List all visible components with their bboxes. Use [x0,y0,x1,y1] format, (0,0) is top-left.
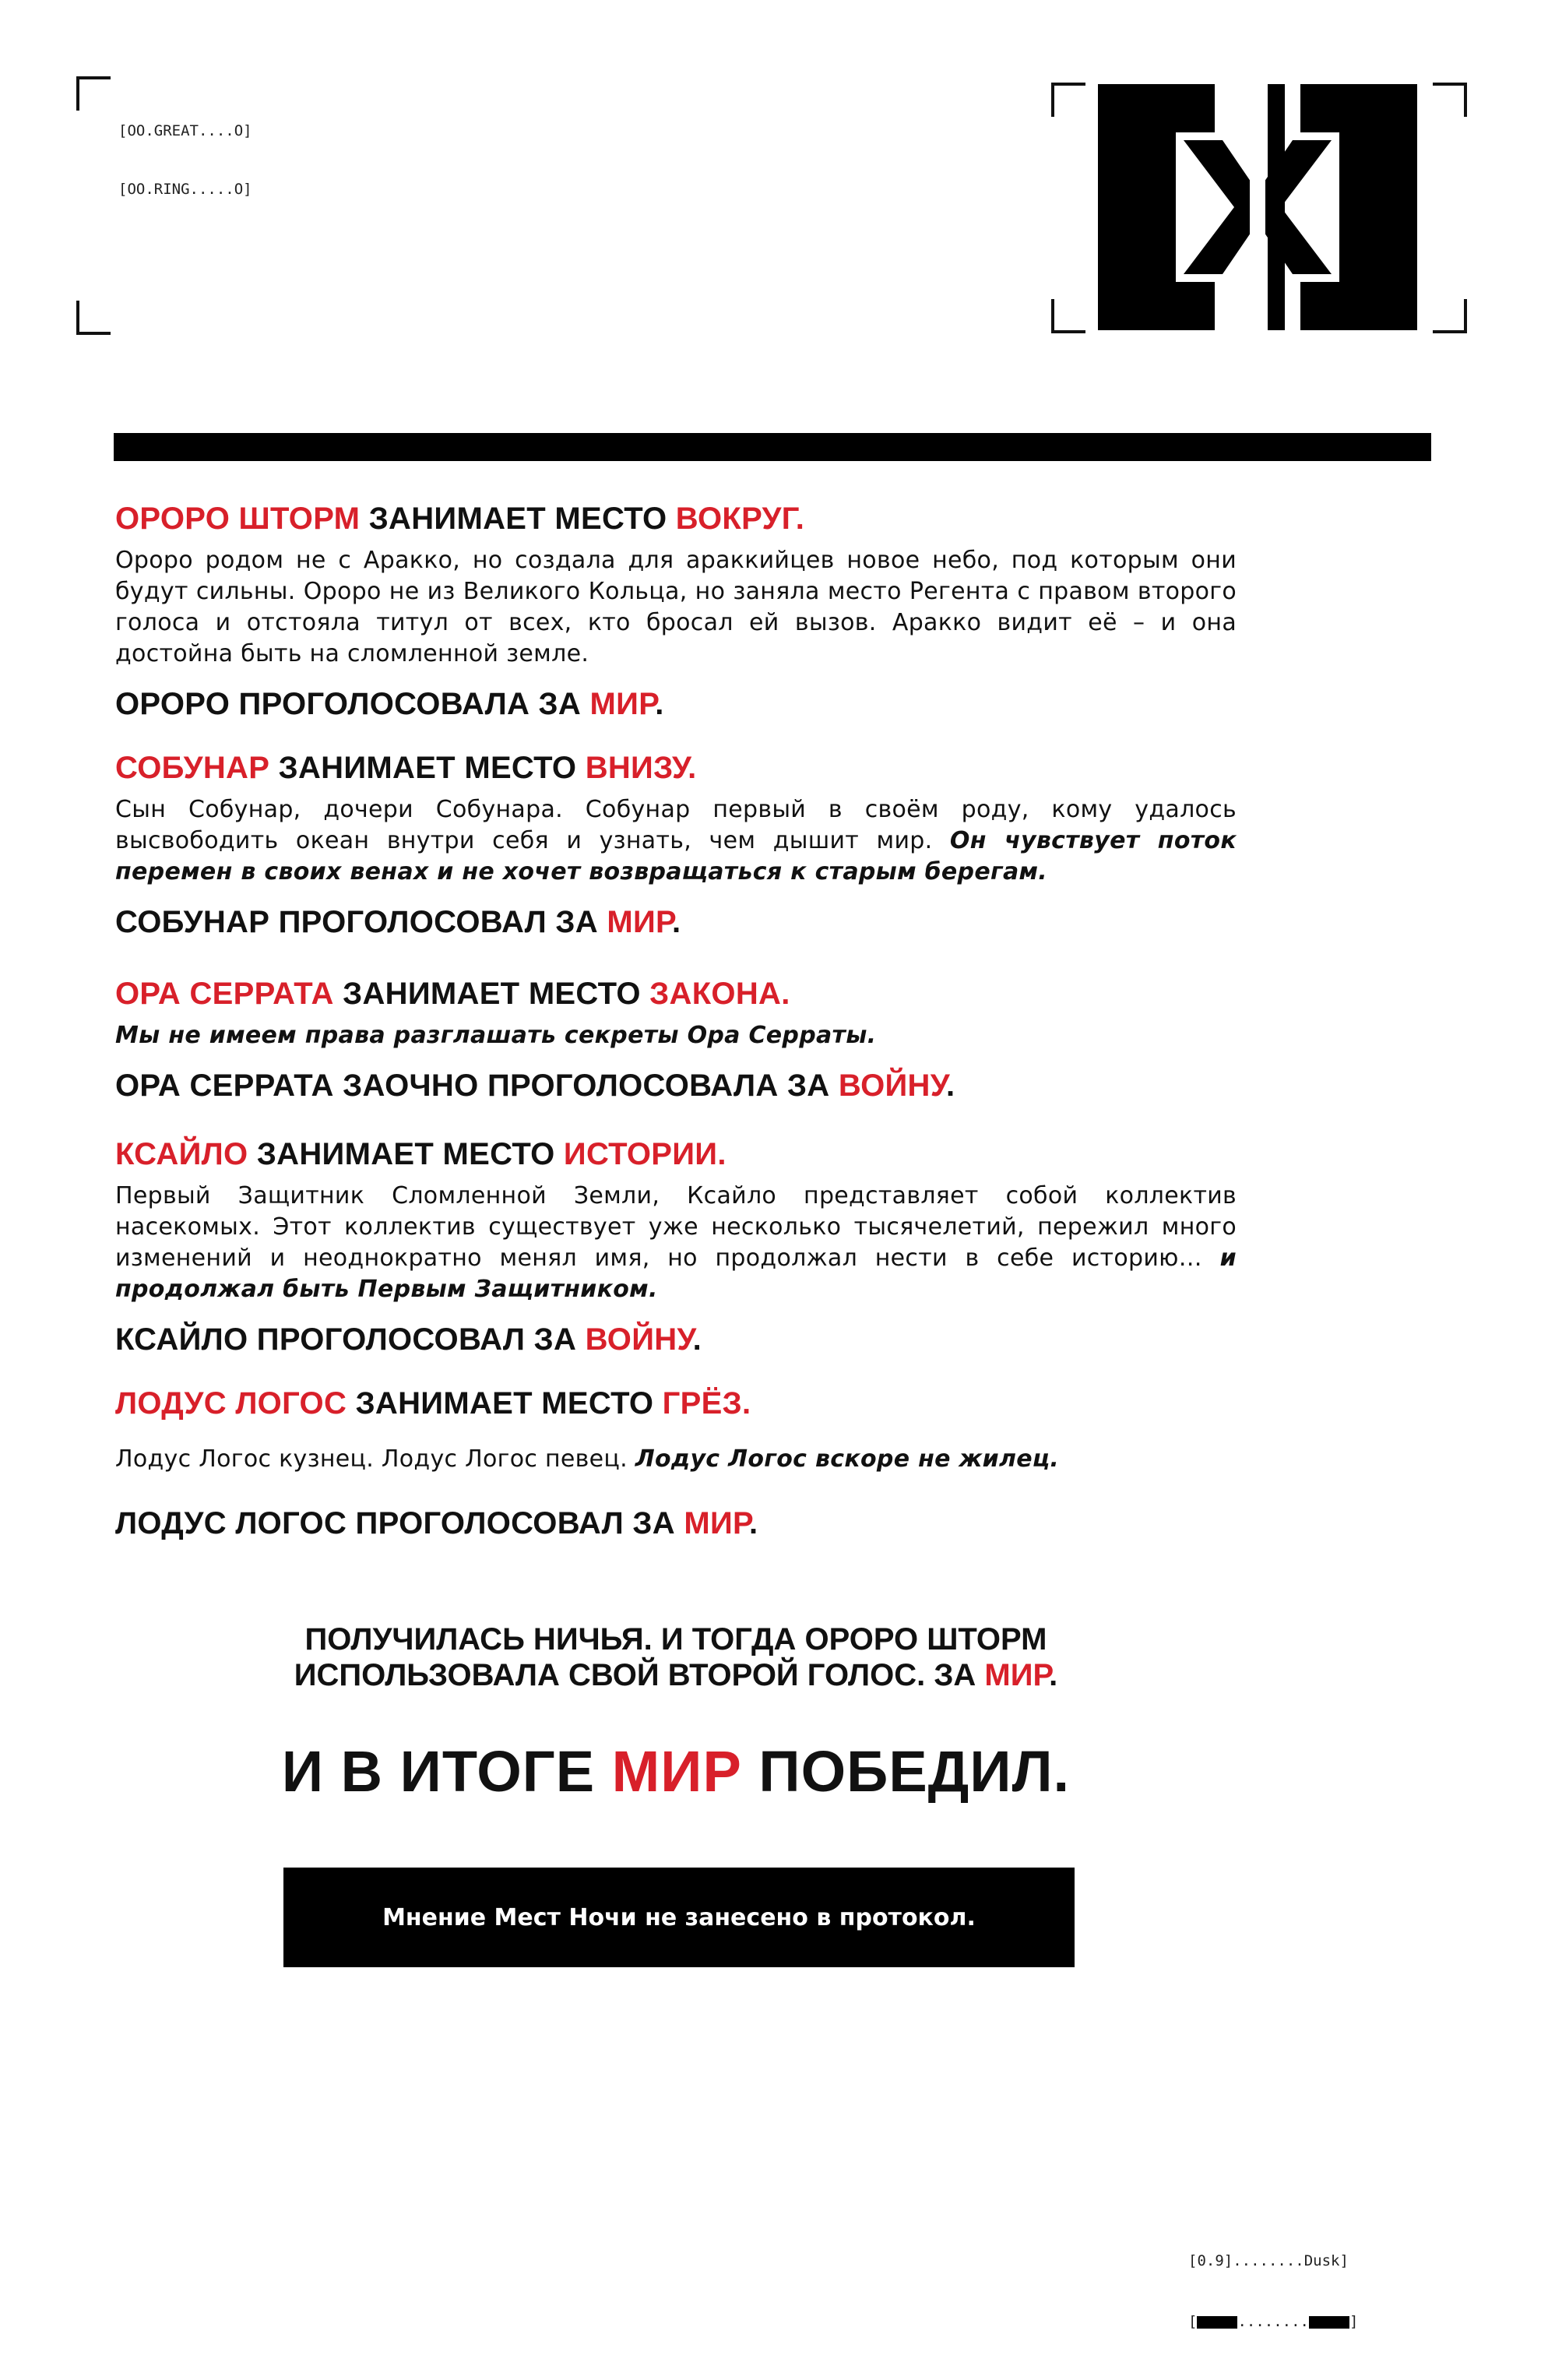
seat-heading [115,1134,1237,1174]
tie-line-2-prefix: ИСПОЛЬЗОВАЛА СВОЙ ВТОРОЙ ГОЛОС. ЗА [294,1658,985,1692]
header-code-line-2: [OO.RING.....O] [118,181,252,198]
tie-statement [115,1621,1237,1693]
seat-vote [115,1319,1237,1360]
seat-holder-name: КСАЙЛО [115,1137,248,1171]
seat-description-italic: Он чувствует поток перемен в своих венах и не хочет возвращаться к старым берегам. [115,827,1237,885]
final-result [115,1738,1237,1805]
final-prefix: И В ИТОГЕ [281,1739,612,1804]
seat-description-text: Сын Собунар, дочери Собунара. Собунар первый в своём роду, кому удалось высвободить океан внутри себя и узнать, чем дышит мир. [115,796,1237,854]
vote-prefix: ОРА СЕРРАТА ЗАОЧНО ПРОГОЛОСОВАЛА ЗА [115,1069,839,1103]
vote-suffix: . [672,905,681,939]
seat-description [115,1181,1237,1305]
header-code-line-1: [OO.GREAT....O] [118,122,252,139]
top-divider-bar [114,433,1431,461]
vote-prefix: СОБУНАР ПРОГОЛОСОВАЛ ЗА [115,905,607,939]
tie-line-2 [115,1657,1237,1693]
seat-heading [115,1383,1237,1424]
seat-title: ВОКРУГ. [675,502,805,536]
logo-bracket-br [1433,299,1467,333]
seat-section [115,498,1237,724]
seat-title: ИСТОРИИ. [563,1137,727,1171]
footer-dots: ........ [1237,2313,1309,2330]
vote-suffix: . [692,1322,702,1357]
vote-prefix: ОРОРО ПРОГОЛОСОВАЛА ЗА [115,687,590,721]
footer-open: [ [1188,2313,1198,2330]
redacted-block [1309,2316,1349,2329]
protocol-note [283,1868,1075,1967]
tie-line-1: ПОЛУЧИЛАСЬ НИЧЬЯ. И ТОГДА ОРОРО ШТОРМ [304,1622,1047,1656]
corner-bracket-bl [76,301,111,335]
seat-description [115,1020,1237,1051]
seat-holder-name: ЛОДУС ЛОГОС [115,1386,347,1421]
redacted-block [1197,2316,1237,2329]
seat-section [115,973,1237,1106]
logo-bracket-bl [1051,299,1085,333]
vote-choice: МИР [684,1506,749,1540]
seats-list [115,498,1237,1544]
seat-description-italic: и продолжал быть Первым Защитником. [115,1245,1237,1303]
vote-choice: ВОЙНУ [585,1322,693,1357]
seat-holder-name: СОБУНАР [115,751,270,785]
seat-description [115,794,1237,888]
seat-description [115,1444,1237,1475]
header-code [118,83,252,238]
vote-suffix: . [945,1069,955,1103]
vote-suffix: . [749,1506,758,1540]
seat-description-italic: Лодус Логос вскоре не жилец. [635,1445,1060,1473]
seat-vote [115,1065,1237,1106]
corner-bracket-tl [76,76,111,111]
vote-choice: МИР [589,687,656,721]
seat-holder-name: ОРА СЕРРАТА [115,977,334,1011]
footer-code [1188,2210,1358,2352]
tie-line-2-red: МИР [984,1658,1050,1692]
seat-description-text: Лодус Логос кузнец. Лодус Логос певец. [115,1445,635,1473]
tie-line-2-suffix: . [1049,1658,1058,1692]
seat-holder-name: ОРОРО ШТОРМ [115,502,361,536]
seat-verb: ЗАНИМАЕТ МЕСТО [333,977,650,1011]
seat-section [115,1383,1237,1544]
seat-title: ГРЁЗ. [662,1386,751,1421]
seat-title: ЗАКОНА. [649,977,790,1011]
seat-verb: ЗАНИМАЕТ МЕСТО [269,751,586,785]
seat-description-text: Ороро родом не с Аракко, но создала для араккийцев новое небо, под которым они будут сильны. Ороро не из Великого Кольца, но заняла место Регента с правом второго голоса и отстояла титул от всех, кто бросал ей вызов. Аракко видит её – и она достойна быть на сломленной земле. [115,547,1237,667]
x-logo-icon [1098,84,1417,330]
seat-description-text: Первый Защитник Сломленной Земли, Ксайло представляет собой коллектив насекомых. Этот коллектив существует уже несколько тысячелетий, пережил много изменений и неоднократно менял имя, но продолжал нести в себе историю… [115,1182,1237,1272]
vote-choice: ВОЙНУ [838,1069,946,1103]
seat-vote [115,902,1237,942]
seat-title: ВНИЗУ. [585,751,697,785]
footer-line-2 [1188,2311,1358,2332]
vote-prefix: ЛОДУС ЛОГОС ПРОГОЛОСОВАЛ ЗА [115,1506,684,1540]
seat-vote [115,1503,1237,1544]
seat-heading [115,498,1237,539]
seat-description [115,545,1237,670]
vote-suffix: . [655,687,664,721]
footer-line-1: [0.9]........Dusk] [1188,2252,1349,2269]
final-suffix: ПОБЕДИЛ. [741,1739,1071,1804]
final-red: МИР [611,1739,742,1804]
seat-vote [115,684,1237,724]
seat-description-italic: Мы не имеем права разглашать секреты Ора Серраты. [115,1022,877,1049]
seat-verb: ЗАНИМАЕТ МЕСТО [248,1137,564,1171]
seat-section [115,748,1237,942]
logo-bracket-tl [1051,83,1085,117]
vote-prefix: КСАЙЛО ПРОГОЛОСОВАЛ ЗА [115,1322,586,1357]
vote-choice: МИР [607,905,673,939]
seat-heading [115,748,1237,788]
logo-bracket-tr [1433,83,1467,117]
seat-heading [115,973,1237,1014]
seat-verb: ЗАНИМАЕТ МЕСТО [360,502,676,536]
seat-section [115,1134,1237,1360]
protocol-note-text: Мнение Мест Ночи не занесено в протокол. [382,1903,976,1931]
seat-verb: ЗАНИМАЕТ МЕСТО [347,1386,663,1421]
footer-close: ] [1349,2313,1359,2330]
